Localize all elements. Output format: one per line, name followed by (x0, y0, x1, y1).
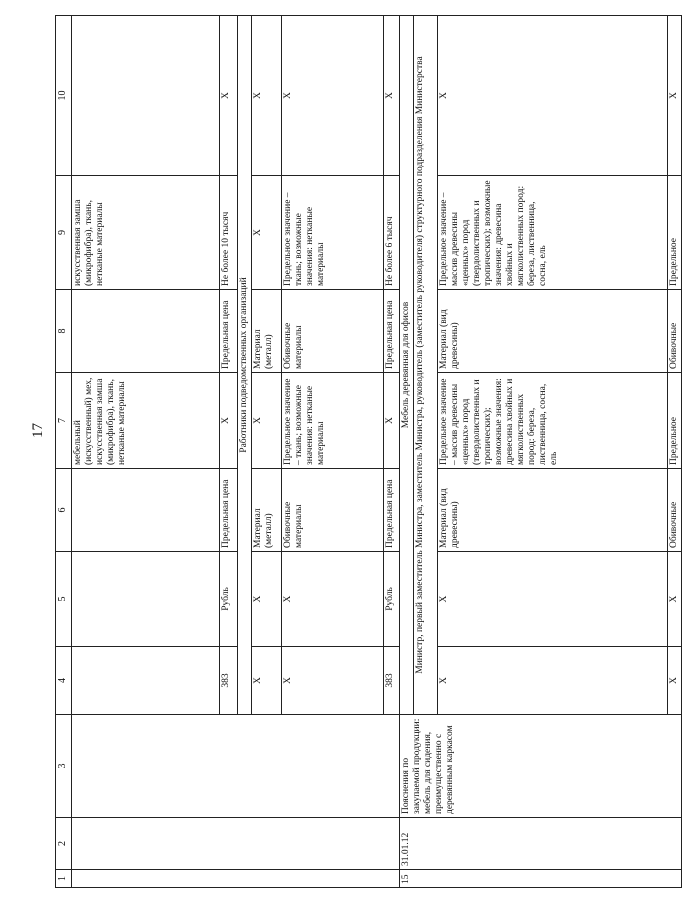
cell-c8: Материал (металл) (252, 290, 282, 373)
cell-c8: Материал (вид древесины) (438, 290, 668, 373)
cell-c10: X (282, 16, 384, 176)
cell-c5: Рубль (384, 552, 400, 647)
cell-c9: Предельное значение – ткань; возможные значения: нетканые материалы (282, 176, 384, 290)
cell-c7: X (384, 373, 400, 469)
cell-c10: X (220, 16, 238, 176)
cell-c5: X (668, 552, 682, 647)
cell-c5: X (282, 552, 384, 647)
section-workers: Работники подведомственных организаций (238, 16, 252, 715)
cell-c8: Предельная цена (384, 290, 400, 373)
cell-c10: X (668, 16, 682, 176)
characteristics-table (55, 15, 682, 888)
cell-c8 (72, 290, 220, 373)
col-num: 5 (56, 552, 72, 647)
furniture-header: Мебель деревянная для офисов (400, 16, 414, 715)
cell-c9: Не более 6 тысяч (384, 176, 400, 290)
cell-c6: Обивочные (668, 469, 682, 552)
cell-c10: X (384, 16, 400, 176)
cell-c2 (72, 818, 400, 870)
col-num: 4 (56, 647, 72, 715)
table-row (72, 16, 220, 888)
cell-c4: 383 (220, 647, 238, 715)
cell-c9: Предельное значение – массив древесины «ценных» пород (твердолиственных и тропических); возможные значения: древесина хвойных и мягколиственных пород: береза, лиственница, сосна, ель (438, 176, 668, 290)
cell-c4: X (438, 647, 668, 715)
cell-c9: Не более 10 тысяч (220, 176, 238, 290)
cell-c10: X (438, 16, 668, 176)
cell-c7: Предельное значение – ткань; возможные значения: нетканые материалы (282, 373, 384, 469)
cell-c10 (72, 16, 220, 176)
cell-c5: X (438, 552, 668, 647)
cell-c5 (72, 552, 220, 647)
cell-c5: X (252, 552, 282, 647)
col-num: 7 (56, 373, 72, 469)
cell-c4: X (282, 647, 384, 715)
cell-c5: Рубль (220, 552, 238, 647)
col-num: 1 (56, 870, 72, 888)
cell-c8: Обивочные материалы (282, 290, 384, 373)
cell-c6 (72, 469, 220, 552)
column-numbers-row (56, 16, 72, 888)
cell-c7: мебельный (искусственный) мех, искусственная замша (микрофибра), ткань, нетканые материалы (72, 373, 220, 469)
cell-c9: Предельное (668, 176, 682, 290)
cell-c8: Предельная цена (220, 290, 238, 373)
cell-c7: X (252, 373, 282, 469)
cell-c7: X (220, 373, 238, 469)
page-number: 17 (30, 423, 46, 438)
cell-c4 (72, 647, 220, 715)
cell-c9: X (252, 176, 282, 290)
col-num: 6 (56, 469, 72, 552)
table-row (400, 16, 414, 888)
cell-c4: X (668, 647, 682, 715)
cell-c6: Предельная цена (384, 469, 400, 552)
cell-c4: 383 (384, 647, 400, 715)
rotated-table-wrapper (55, 16, 679, 888)
cell-c6: Материал (вид древесины) (438, 469, 668, 552)
cell-c1 (72, 870, 400, 888)
cell-c7: Предельное значение – массив древесины «ценных» пород (твердолиственных и тропических); возможные значения: древесина хвойных и мягколиственных пород: береза, лиственница, сосна, ель (438, 373, 668, 469)
cell-c6: Материал (металл) (252, 469, 282, 552)
cell-c10: X (252, 16, 282, 176)
product-description: Пояснения по закупаемой продукции: мебель для сидения, преимущественно с деревянным каркасом (400, 715, 682, 818)
cell-c6: Обивочные материалы (282, 469, 384, 552)
col-num: 10 (56, 16, 72, 176)
cell-c9: искусственная замша (микрофибра), ткань, нетканые материалы (72, 176, 220, 290)
col-num: 3 (56, 715, 72, 818)
cell-c4: X (252, 647, 282, 715)
cell-c6: Предельная цена (220, 469, 238, 552)
col-num: 2 (56, 818, 72, 870)
okpd-code: 31.01.12 (400, 818, 682, 870)
cell-c8: Обивочные (668, 290, 682, 373)
col-num: 9 (56, 176, 72, 290)
col-num: 8 (56, 290, 72, 373)
officials-section: Министр, первый заместитель Министра, заместитель Министра, руководитель (заместитель руководителя) структурного подразделения Министерства (414, 16, 438, 715)
cell-c3 (72, 715, 400, 818)
cell-c7: Предельное (668, 373, 682, 469)
item-number: 15 (400, 870, 682, 888)
